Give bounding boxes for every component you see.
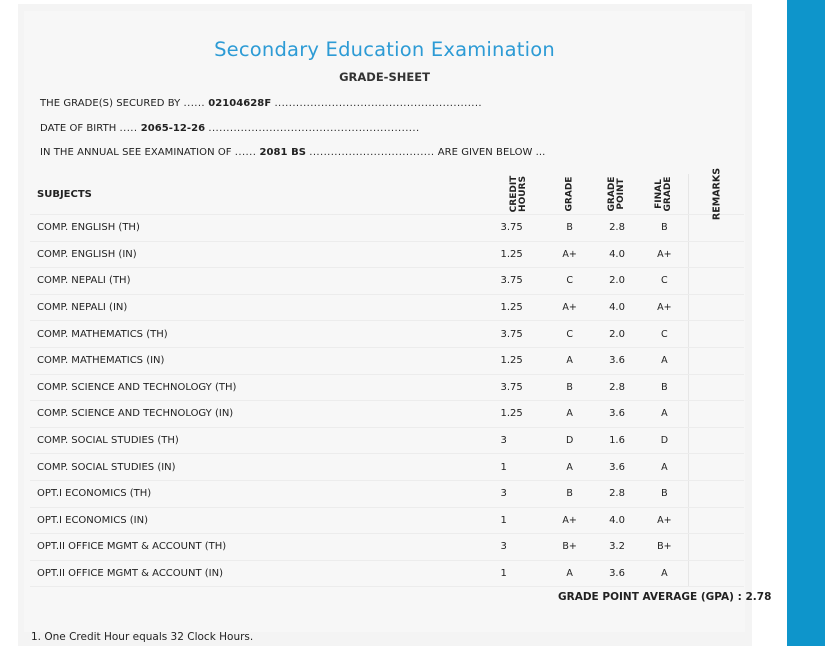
credit-hours-cell: 3 xyxy=(491,534,546,561)
credit-hours-cell: 3 xyxy=(491,427,546,454)
exam-dots-after: ................................... xyxy=(309,147,435,158)
credit-hours-cell: 3.75 xyxy=(491,321,546,348)
exam-title: Secondary Education Examination xyxy=(214,38,555,61)
header-credit-line1: CREDIT xyxy=(508,175,519,213)
grade-cell: A+ xyxy=(546,241,593,268)
table-row xyxy=(30,241,744,268)
header-subjects: SUBJECTS xyxy=(30,174,491,215)
table-row xyxy=(30,347,744,374)
grade-sheet-heading: GRADE-SHEET xyxy=(339,70,430,84)
subject-cell: OPT.II OFFICE MGMT & ACCOUNT (TH) xyxy=(30,534,491,561)
credit-hours-cell: 3 xyxy=(491,480,546,507)
grade-cell: C xyxy=(546,321,593,348)
credit-hours-cell: 3.75 xyxy=(491,215,546,242)
grade-point-cell: 3.6 xyxy=(593,454,640,481)
grade-point-cell: 3.6 xyxy=(593,401,640,428)
remarks-cell xyxy=(689,401,744,428)
exam-dots-before: ...... xyxy=(234,147,257,158)
side-scroll-bar xyxy=(787,0,825,646)
grade-point-cell: 4.0 xyxy=(593,241,640,268)
header-grade-label: GRADE xyxy=(564,176,575,212)
info-date-of-birth xyxy=(40,123,420,134)
final-grade-cell: B xyxy=(641,374,689,401)
final-grade-cell: A+ xyxy=(641,241,689,268)
symbol-number: 02104628F xyxy=(208,98,272,109)
info-secured-by xyxy=(40,98,482,109)
exam-year: 2081 BS xyxy=(259,147,307,158)
grade-cell: B xyxy=(546,374,593,401)
final-grade-cell: D xyxy=(641,427,689,454)
remarks-cell xyxy=(689,427,744,454)
secured-by-label: THE GRADE(S) SECURED BY xyxy=(40,98,181,109)
credit-hours-cell: 3.75 xyxy=(491,374,546,401)
grade-cell: B xyxy=(546,215,593,242)
final-grade-cell: A+ xyxy=(641,507,689,534)
exam-label: IN THE ANNUAL SEE EXAMINATION OF xyxy=(40,147,232,158)
final-grade-cell: A+ xyxy=(641,294,689,321)
grade-point-cell: 2.0 xyxy=(593,321,640,348)
remarks-cell xyxy=(689,268,744,295)
subject-cell: OPT.I ECONOMICS (TH) xyxy=(30,480,491,507)
final-grade-cell: A xyxy=(641,454,689,481)
gpa-value: 2.78 xyxy=(745,591,772,603)
header-credit-line2: HOURS xyxy=(517,176,528,212)
remarks-cell xyxy=(689,480,744,507)
subject-cell: OPT.I ECONOMICS (IN) xyxy=(30,507,491,534)
table-row xyxy=(30,215,744,242)
table-row xyxy=(30,534,744,561)
credit-hours-cell: 1 xyxy=(491,454,546,481)
subject-cell: COMP. NEPALI (IN) xyxy=(30,294,491,321)
subject-cell: COMP. MATHEMATICS (TH) xyxy=(30,321,491,348)
remarks-cell xyxy=(689,241,744,268)
header-credit-hours xyxy=(491,174,546,215)
table-row xyxy=(30,427,744,454)
grade-cell: A+ xyxy=(546,507,593,534)
header-final-grade xyxy=(641,174,689,215)
final-grade-cell: C xyxy=(641,268,689,295)
subject-cell: OPT.II OFFICE MGMT & ACCOUNT (IN) xyxy=(30,560,491,587)
remarks-cell xyxy=(689,507,744,534)
final-grade-cell: B xyxy=(641,215,689,242)
header-remarks xyxy=(689,167,744,221)
credit-hours-cell: 1 xyxy=(491,560,546,587)
remarks-cell xyxy=(689,347,744,374)
grade-point-cell: 2.8 xyxy=(593,480,640,507)
exam-suffix: ARE GIVEN BELOW ... xyxy=(437,147,546,158)
grade-point-cell: 4.0 xyxy=(593,294,640,321)
footnote: 1. One Credit Hour equals 32 Clock Hours. xyxy=(31,631,254,643)
table-header-row xyxy=(30,174,744,215)
grade-point-cell: 3.2 xyxy=(593,534,640,561)
header-final-grade-line1: FINAL xyxy=(654,179,665,209)
table-row xyxy=(30,454,744,481)
grade-cell: A xyxy=(546,454,593,481)
header-grade-point xyxy=(593,174,640,215)
remarks-cell xyxy=(689,321,744,348)
credit-hours-cell: 1 xyxy=(491,507,546,534)
grade-cell: A xyxy=(546,560,593,587)
remarks-cell xyxy=(689,374,744,401)
final-grade-cell: B+ xyxy=(641,534,689,561)
grade-cell: A xyxy=(546,401,593,428)
subject-cell: COMP. SCIENCE AND TECHNOLOGY (TH) xyxy=(30,374,491,401)
final-grade-cell: A xyxy=(641,401,689,428)
final-grade-cell: A xyxy=(641,560,689,587)
grade-cell: A xyxy=(546,347,593,374)
final-grade-cell: C xyxy=(641,321,689,348)
credit-hours-cell: 1.25 xyxy=(491,241,546,268)
subject-cell: COMP. SCIENCE AND TECHNOLOGY (IN) xyxy=(30,401,491,428)
grade-cell: C xyxy=(546,268,593,295)
dob-label: DATE OF BIRTH xyxy=(40,123,117,134)
final-grade-cell: B xyxy=(641,480,689,507)
secured-by-dots-after: .......................................................... xyxy=(274,98,483,109)
credit-hours-cell: 1.25 xyxy=(491,401,546,428)
dob-dots-before: ..... xyxy=(119,123,138,134)
grade-point-cell: 2.8 xyxy=(593,215,640,242)
header-remarks-label: REMARKS xyxy=(711,167,723,221)
grade-cell: B+ xyxy=(546,534,593,561)
grade-point-cell: 4.0 xyxy=(593,507,640,534)
header-grade-point-line2: POINT xyxy=(616,178,627,210)
remarks-cell xyxy=(689,560,744,587)
secured-by-dots-before: ...... xyxy=(183,98,206,109)
grade-cell: A+ xyxy=(546,294,593,321)
grade-point-cell: 3.6 xyxy=(593,347,640,374)
table-row xyxy=(30,268,744,295)
grade-cell: B xyxy=(546,480,593,507)
header-final-grade-line2: GRADE xyxy=(663,176,674,212)
subject-cell: COMP. SOCIAL STUDIES (TH) xyxy=(30,427,491,454)
gpa-summary xyxy=(558,591,771,603)
grade-point-cell: 2.0 xyxy=(593,268,640,295)
credit-hours-cell: 1.25 xyxy=(491,347,546,374)
date-of-birth: 2065-12-26 xyxy=(140,123,206,134)
subject-cell: COMP. ENGLISH (IN) xyxy=(30,241,491,268)
subject-cell: COMP. MATHEMATICS (IN) xyxy=(30,347,491,374)
grade-point-cell: 1.6 xyxy=(593,427,640,454)
credit-hours-cell: 3.75 xyxy=(491,268,546,295)
table-row xyxy=(30,560,744,587)
table-row xyxy=(30,480,744,507)
credit-hours-cell: 1.25 xyxy=(491,294,546,321)
remarks-cell xyxy=(689,534,744,561)
grade-point-cell: 2.8 xyxy=(593,374,640,401)
subject-cell: COMP. SOCIAL STUDIES (IN) xyxy=(30,454,491,481)
dob-dots-after: ........................................................... xyxy=(208,123,420,134)
table-row xyxy=(30,321,744,348)
gpa-label: GRADE POINT AVERAGE (GPA) : xyxy=(558,591,742,603)
subject-cell: COMP. NEPALI (TH) xyxy=(30,268,491,295)
remarks-cell xyxy=(689,294,744,321)
table-row xyxy=(30,401,744,428)
info-exam-year xyxy=(40,147,545,158)
header-grade xyxy=(546,174,593,215)
table-row xyxy=(30,374,744,401)
grade-cell: D xyxy=(546,427,593,454)
grades-table xyxy=(30,167,744,587)
header-grade-point-line1: GRADE xyxy=(607,176,618,212)
remarks-cell xyxy=(689,454,744,481)
final-grade-cell: A xyxy=(641,347,689,374)
grade-point-cell: 3.6 xyxy=(593,560,640,587)
table-row xyxy=(30,507,744,534)
subject-cell: COMP. ENGLISH (TH) xyxy=(30,215,491,242)
table-row xyxy=(30,294,744,321)
